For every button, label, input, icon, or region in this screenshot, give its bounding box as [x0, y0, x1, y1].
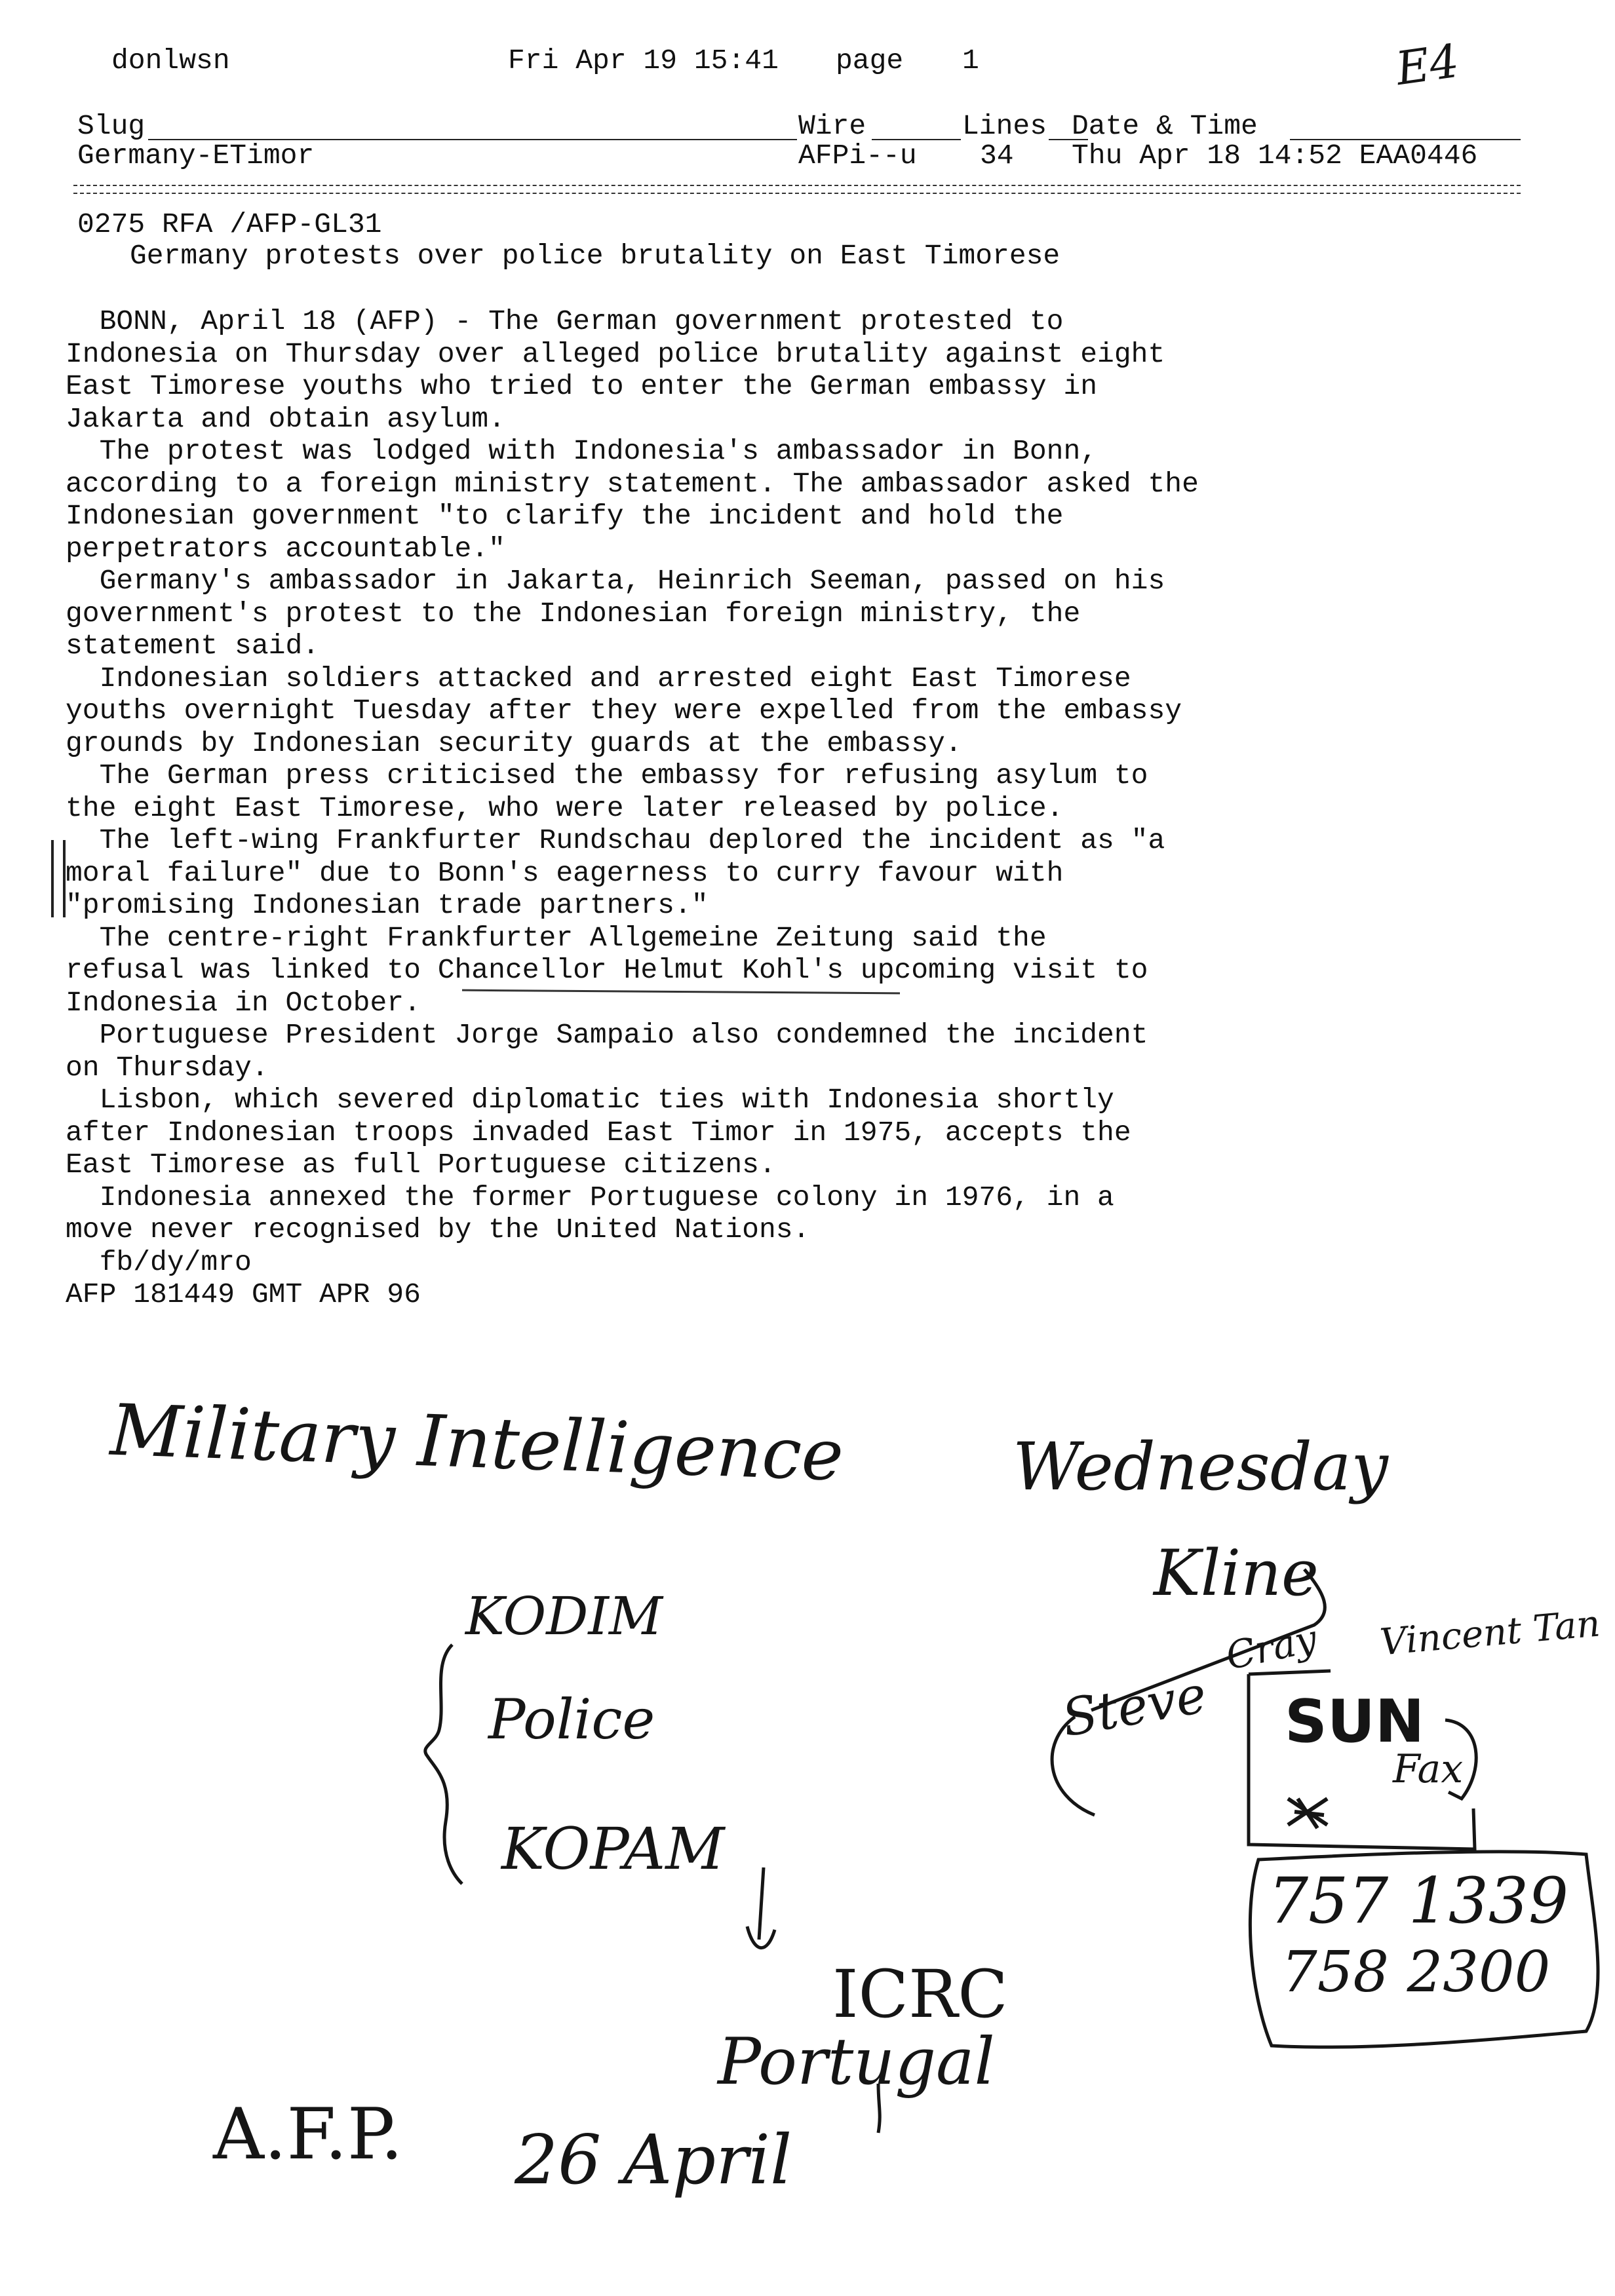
story-line: grounds by Indonesian security guards at the embassy. — [66, 727, 962, 759]
story-line: Indonesia in October. — [66, 986, 421, 1019]
story-line: Indonesian soldiers attacked and arrested eight East Timorese — [66, 662, 1131, 695]
slug-value: Germany-ETimor — [77, 140, 315, 172]
story-line: government's protest to the Indonesian foreign ministry, the — [66, 597, 1081, 630]
story-line: East Timorese youths who tried to enter the German embassy in — [66, 370, 1098, 402]
margin-sidebar-mark — [51, 840, 66, 917]
story-line: The left-wing Frankfurter Rundschau deplored the incident as "a — [66, 824, 1165, 856]
brace-mark — [425, 1645, 462, 1884]
wire-value: AFPi--u — [798, 140, 917, 172]
note-phone-1: 757 1339 — [1268, 1864, 1569, 1938]
note-wednesday: Wednesday — [1013, 1428, 1388, 1505]
story-headline: Germany protests over police brutality on East Timorese — [130, 240, 1060, 272]
note-afp: A.F.P. — [213, 2094, 403, 2175]
header-page-number: 1 — [962, 45, 979, 77]
story-line: East Timorese as full Portuguese citizens. — [66, 1149, 776, 1181]
header-page-label: page — [836, 45, 904, 77]
header-user: donlwsn — [111, 45, 230, 77]
story-line: Indonesia annexed the former Portuguese colony in 1976, in a — [66, 1181, 1114, 1214]
story-line: according to a foreign ministry statement. The ambassador asked the — [66, 467, 1199, 500]
story-line: after Indonesian troops invaded East Timor in 1975, accepts the — [66, 1116, 1131, 1149]
note-kodim: KODIM — [465, 1586, 663, 1647]
story-body — [66, 305, 1468, 1311]
down-arrow-mark — [747, 1867, 775, 1948]
note-sun: SUN — [1285, 1687, 1425, 1756]
story-line: on Thursday. — [66, 1051, 269, 1084]
story-line: move never recognised by the United Nations. — [66, 1214, 810, 1246]
story-line: statement said. — [66, 630, 320, 662]
story-line: fb/dy/mro — [66, 1246, 252, 1278]
slug-label: Slug — [77, 110, 146, 142]
note-phone-2: 758 2300 — [1281, 1940, 1551, 2005]
story-line: Lisbon, which severed diplomatic ties with Indonesia shortly — [66, 1084, 1114, 1116]
story-line: Indonesian government "to clarify the incident and hold the — [66, 500, 1064, 532]
story-line: moral failure" due to Bonn's eagerness to curry favour with — [66, 856, 1064, 889]
story-line: The protest was lodged with Indonesia's ambassador in Bonn, — [66, 435, 1098, 467]
story-line: Indonesia on Thursday over alleged police brutality against eight — [66, 337, 1165, 370]
story-line: BONN, April 18 (AFP) - The German government protested to — [66, 305, 1064, 337]
date-time-value: Thu Apr 18 14:52 EAA0446 — [1072, 140, 1478, 172]
story-line: "promising Indonesian trade partners." — [66, 889, 709, 921]
note-military-intelligence: Military Intelligence — [109, 1389, 845, 1497]
note-fax: Fax — [1393, 1746, 1464, 1792]
story-code: 0275 RFA /AFP-GL31 — [77, 208, 382, 240]
story-line: refusal was linked to Chancellor Helmut Kohl's upcoming visit to — [66, 954, 1148, 986]
note-icrc: ICRC — [832, 1956, 1008, 2033]
note-cray: Cray — [1222, 1616, 1321, 1679]
story-line: the eight East Timorese, who were later released by police. — [66, 792, 1064, 824]
header-date: Fri Apr 19 15:41 — [508, 45, 779, 77]
wire-label: Wire — [798, 110, 866, 142]
note-portugal: Portugal — [718, 2025, 995, 2099]
lines-value: 34 — [980, 140, 1014, 172]
note-vincent: Vincent Tan — [1378, 1602, 1602, 1664]
story-line: Jakarta and obtain asylum. — [66, 402, 505, 435]
note-police: Police — [488, 1687, 655, 1751]
note-kline: Kline — [1154, 1537, 1319, 1610]
note-kopam: KOPAM — [501, 1815, 725, 1883]
lines-label: Lines — [962, 110, 1047, 142]
story-line: Germany's ambassador in Jakarta, Heinrich Seeman, passed on his — [66, 565, 1165, 597]
scribble-mark — [1288, 1799, 1327, 1828]
story-line: The German press criticised the embassy for refusing asylum to — [66, 759, 1148, 792]
note-april-date: 26 April — [515, 2120, 792, 2200]
story-line: The centre-right Frankfurter Allgemeine Zeitung said the — [66, 921, 1047, 954]
story-line: Portuguese President Jorge Sampaio also condemned the incident — [66, 1019, 1148, 1051]
double-rule-divider — [73, 185, 1521, 194]
story-line: AFP 181449 GMT APR 96 — [66, 1278, 421, 1311]
story-line: youths overnight Tuesday after they were expelled from the embassy — [66, 695, 1182, 727]
date-time-label: Date & Time — [1072, 110, 1258, 142]
corner-mark: E4 — [1392, 33, 1462, 96]
note-steve: Steve — [1057, 1665, 1211, 1749]
story-line: perpetrators accountable." — [66, 532, 505, 565]
